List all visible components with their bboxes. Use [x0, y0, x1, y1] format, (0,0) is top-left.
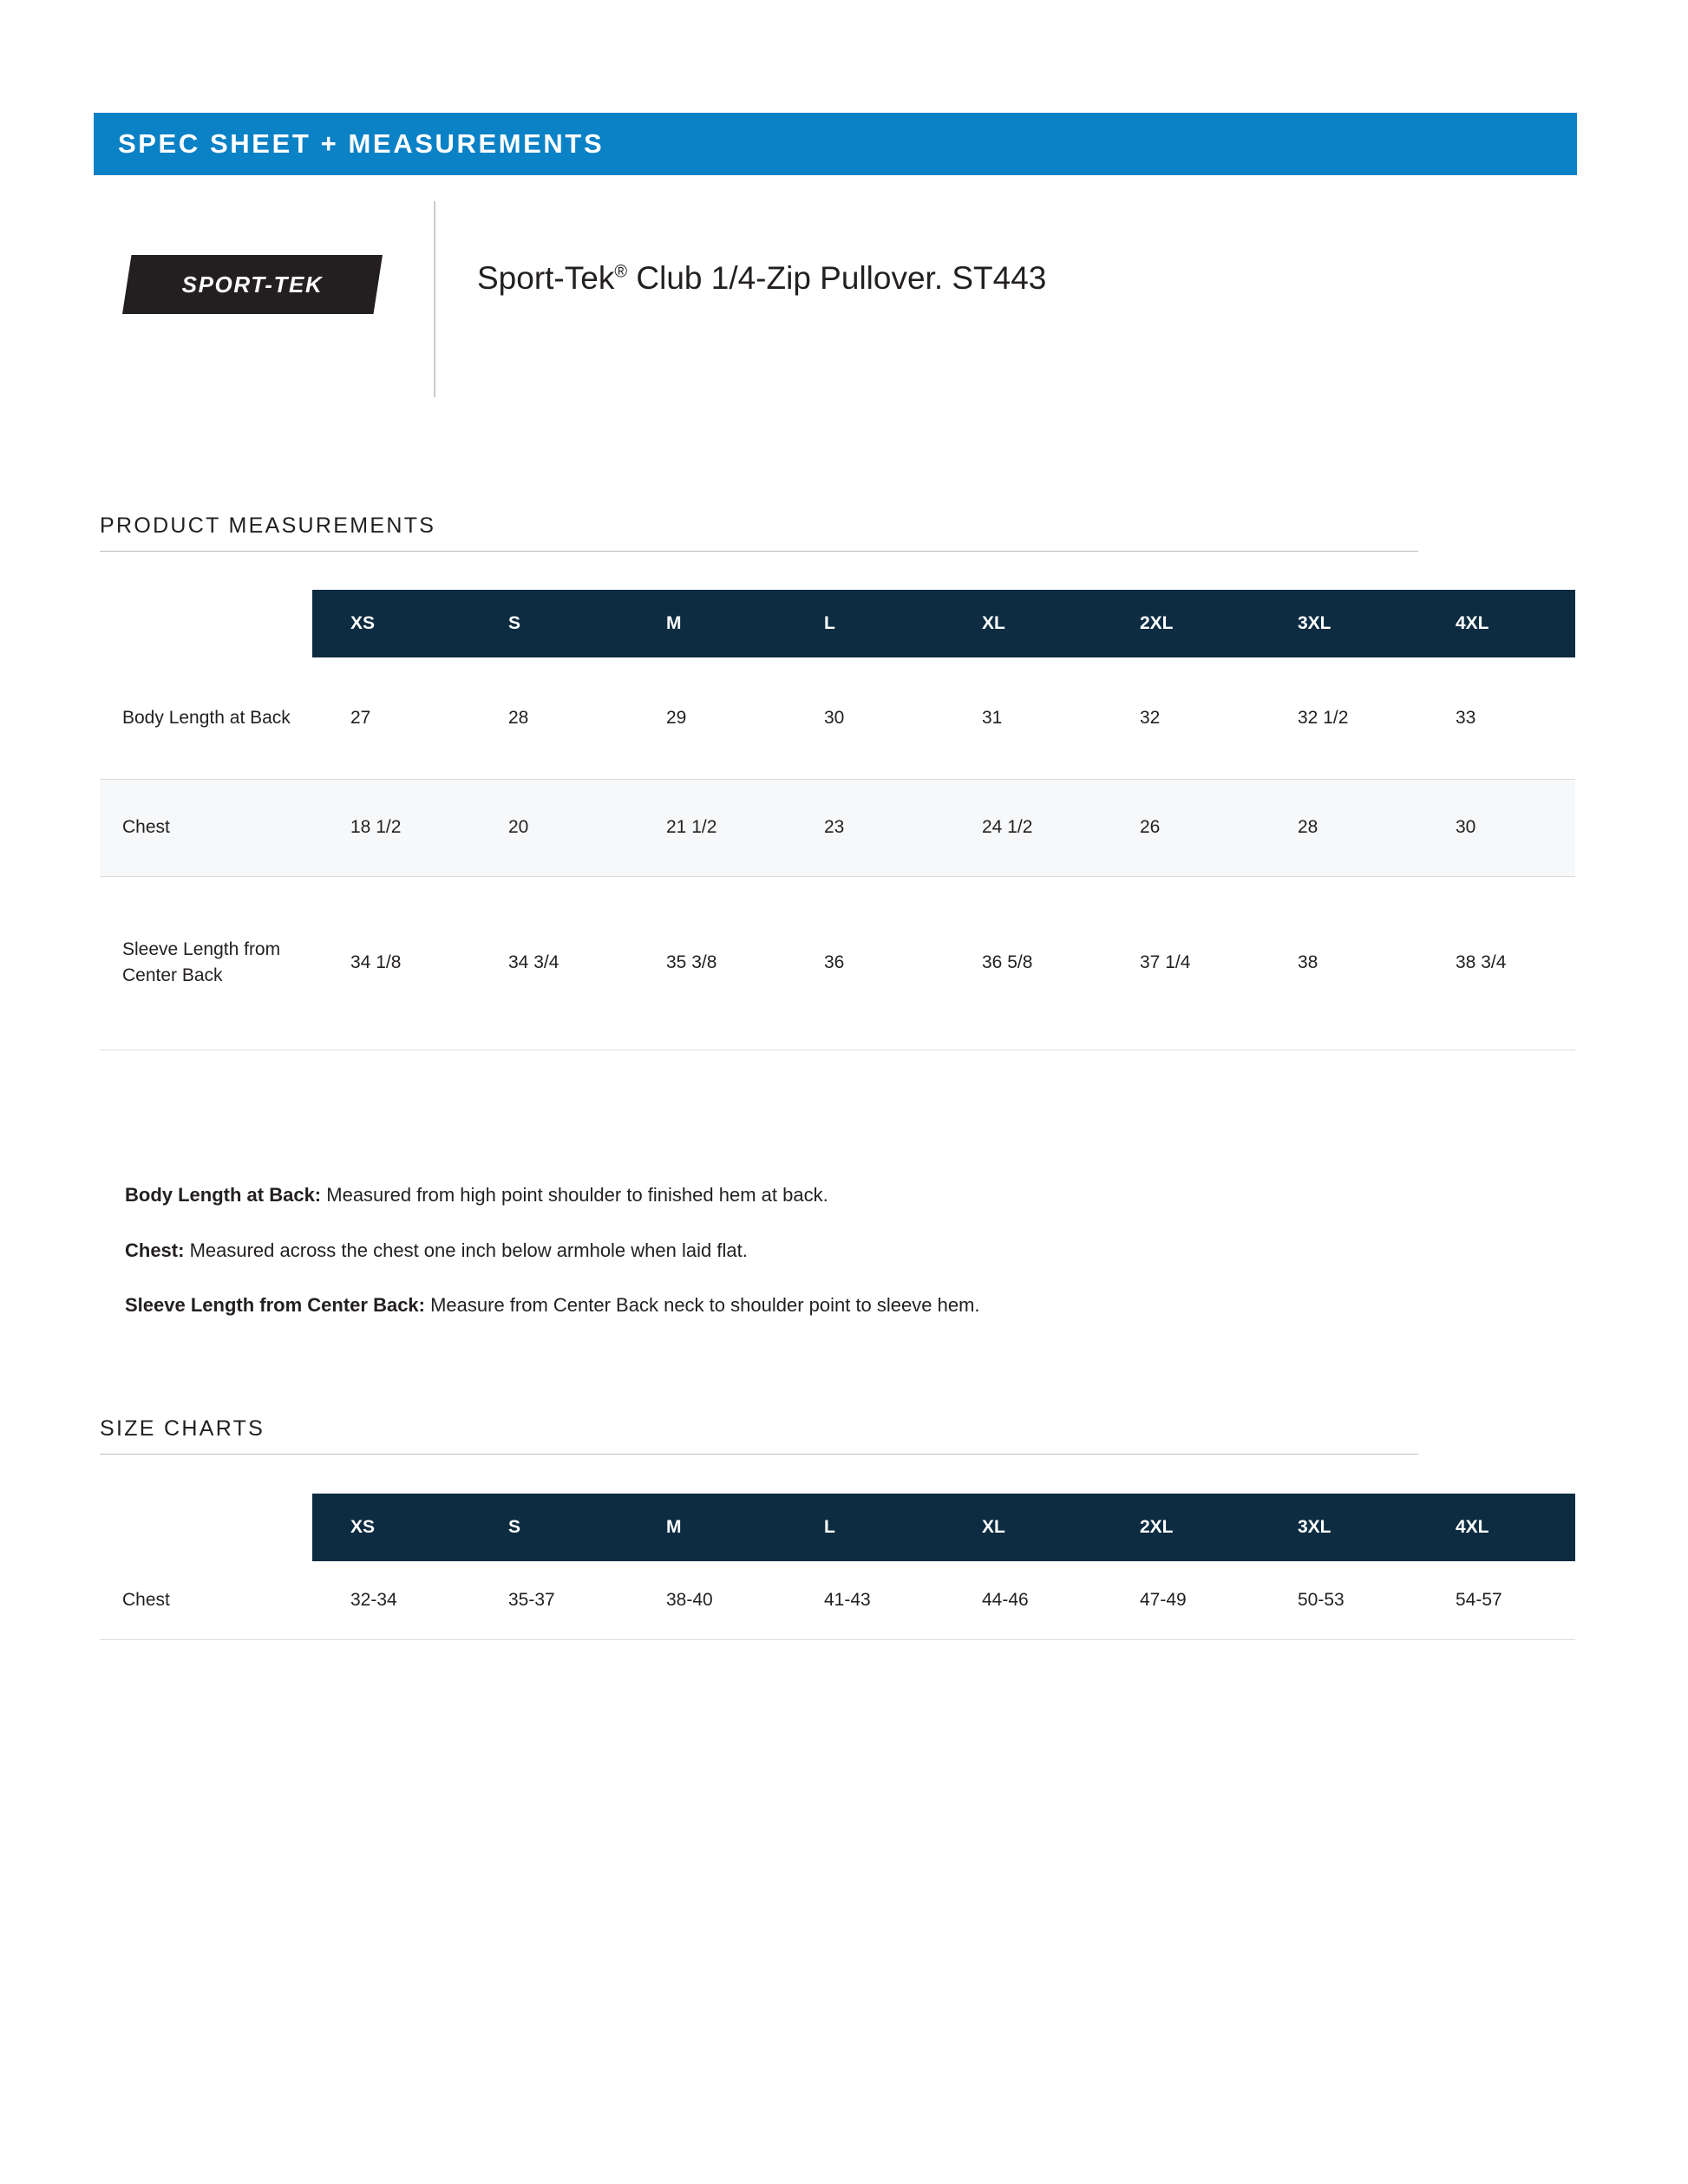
definition-text: Measured from high point shoulder to finished hem at back.: [321, 1184, 828, 1206]
sizechart-column-header-4xl: 4XL: [1417, 1494, 1575, 1561]
sport-tek-logo: [122, 255, 383, 314]
product-title-main: Sport-Tek: [477, 260, 615, 296]
size-charts-label: SIZE CHARTS: [100, 1416, 265, 1441]
logo-text: SPORT-TEK: [181, 271, 324, 298]
product-measurements-heading: [100, 513, 1566, 552]
table-row: [100, 1561, 1575, 1639]
sizechart-column-header-l: L: [786, 1494, 944, 1561]
cell-chest-s: 20: [470, 779, 628, 876]
product-measurements-label: PRODUCT MEASUREMENTS: [100, 513, 436, 538]
cell-body-length-3xl: 32 1/2: [1259, 657, 1417, 779]
product-title-rest: Club 1/4-Zip Pullover. ST443: [627, 260, 1047, 296]
product-measurements-table: [100, 590, 1575, 1050]
sizechart-cell-chest-2xl: 47-49: [1102, 1561, 1259, 1639]
cell-body-length-l: 30: [786, 657, 944, 779]
header-banner: [94, 113, 1577, 175]
table-row: [100, 876, 1575, 1049]
table-header-row: [100, 1494, 1575, 1561]
row-label-chest: Chest: [100, 779, 312, 876]
column-header-l: L: [786, 590, 944, 657]
sizechart-cell-chest-3xl: 50-53: [1259, 1561, 1417, 1639]
cell-body-length-2xl: 32: [1102, 657, 1259, 779]
sizechart-column-header-xl: XL: [944, 1494, 1102, 1561]
heading-divider: [100, 1454, 1418, 1455]
registered-trademark-icon: ®: [614, 262, 628, 282]
cell-chest-l: 23: [786, 779, 944, 876]
sizechart-cell-chest-l: 41-43: [786, 1561, 944, 1639]
table-row: [100, 657, 1575, 779]
row-label-body-length: Body Length at Back: [100, 657, 312, 779]
measurement-definitions: [125, 1182, 1547, 1348]
sizechart-cell-chest-4xl: 54-57: [1417, 1561, 1575, 1639]
row-label-sleeve-length: Sleeve Length from Center Back: [100, 876, 312, 1049]
size-charts-heading: [100, 1416, 1566, 1455]
column-header-2xl: 2XL: [1102, 590, 1259, 657]
sizechart-column-header-3xl: 3XL: [1259, 1494, 1417, 1561]
sizechart-cell-chest-xs: 32-34: [312, 1561, 470, 1639]
cell-chest-4xl: 30: [1417, 779, 1575, 876]
column-header-xl: XL: [944, 590, 1102, 657]
cell-sleeve-xl: 36 5/8: [944, 876, 1102, 1049]
sizechart-column-header-s: S: [470, 1494, 628, 1561]
definition-chest: [125, 1238, 1547, 1264]
brand-row: [94, 201, 1577, 397]
cell-sleeve-m: 35 3/8: [628, 876, 786, 1049]
cell-sleeve-l: 36: [786, 876, 944, 1049]
table-row: [100, 779, 1575, 876]
cell-sleeve-3xl: 38: [1259, 876, 1417, 1049]
cell-sleeve-4xl: 38 3/4: [1417, 876, 1575, 1049]
cell-chest-2xl: 26: [1102, 779, 1259, 876]
cell-sleeve-s: 34 3/4: [470, 876, 628, 1049]
sizechart-column-header-m: M: [628, 1494, 786, 1561]
definition-text: Measure from Center Back neck to shoulder point to sleeve hem.: [424, 1294, 980, 1317]
definition-sleeve-length: [125, 1292, 1547, 1318]
sizechart-cell-chest-s: 35-37: [470, 1561, 628, 1639]
definition-term: Body Length at Back:: [125, 1184, 322, 1206]
column-header-3xl: 3XL: [1259, 590, 1417, 657]
cell-chest-m: 21 1/2: [628, 779, 786, 876]
cell-body-length-s: 28: [470, 657, 628, 779]
column-header-m: M: [628, 590, 786, 657]
page-title: SPEC SHEET + MEASUREMENTS: [118, 128, 605, 159]
column-header-4xl: 4XL: [1417, 590, 1575, 657]
definition-body-length: [125, 1182, 1547, 1208]
product-title: [477, 260, 1046, 297]
cell-sleeve-2xl: 37 1/4: [1102, 876, 1259, 1049]
cell-sleeve-xs: 34 1/8: [312, 876, 470, 1049]
cell-chest-xl: 24 1/2: [944, 779, 1102, 876]
sizechart-row-label-chest: Chest: [100, 1561, 312, 1639]
size-charts-table: [100, 1494, 1575, 1640]
brand-divider: [434, 201, 435, 397]
sizechart-column-header-2xl: 2XL: [1102, 1494, 1259, 1561]
definition-term: Chest:: [125, 1239, 185, 1261]
cell-chest-3xl: 28: [1259, 779, 1417, 876]
table-corner-cell: [100, 590, 312, 657]
sizechart-cell-chest-xl: 44-46: [944, 1561, 1102, 1639]
column-header-s: S: [470, 590, 628, 657]
cell-body-length-4xl: 33: [1417, 657, 1575, 779]
cell-body-length-xs: 27: [312, 657, 470, 779]
definition-term: Sleeve Length from Center Back:: [125, 1294, 425, 1317]
table-corner-cell: [100, 1494, 312, 1561]
cell-chest-xs: 18 1/2: [312, 779, 470, 876]
definition-text: Measured across the chest one inch below armhole when laid flat.: [184, 1239, 748, 1261]
cell-body-length-m: 29: [628, 657, 786, 779]
column-header-xs: XS: [312, 590, 470, 657]
heading-divider: [100, 551, 1418, 552]
cell-body-length-xl: 31: [944, 657, 1102, 779]
sizechart-column-header-xs: XS: [312, 1494, 470, 1561]
table-header-row: [100, 590, 1575, 657]
sizechart-cell-chest-m: 38-40: [628, 1561, 786, 1639]
